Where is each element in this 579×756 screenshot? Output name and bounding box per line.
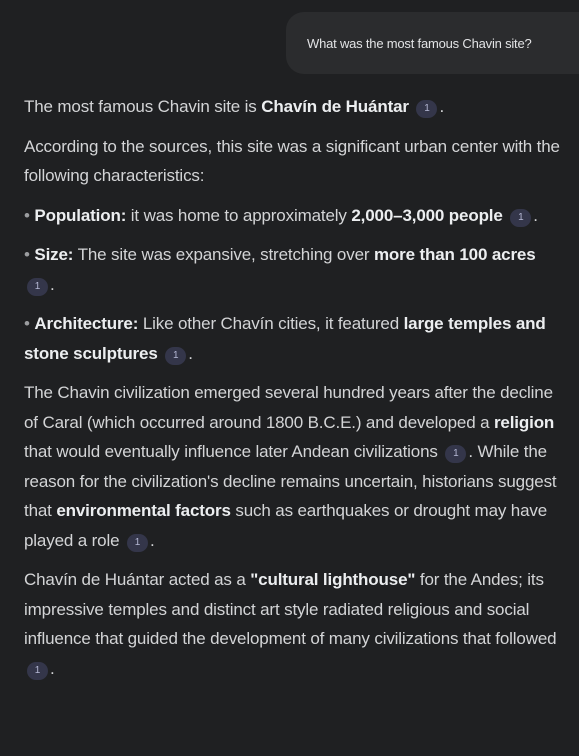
text-run: for the Andes; its impressive temples and distinct art style radiated religious and social influence that guided the development of many civilizations that followed <box>24 570 557 648</box>
response-paragraph-4 <box>24 565 560 683</box>
text-run: The site was expansive, stretching over <box>73 245 374 264</box>
text-run: The Chavin civilization emerged several hundred years after the decline of Caral (which occurred around 1800 B.C.E.) and developed a <box>24 383 553 432</box>
bold-text: Size: <box>34 245 74 264</box>
response-paragraph-3 <box>24 378 560 555</box>
response-paragraph-1 <box>24 92 560 122</box>
bold-text: religion <box>493 412 555 432</box>
text-run: Like other Chavín cities, it featured <box>138 314 404 333</box>
text-run: . While the reason for the civilization's decline remains uncertain, historians suggest that <box>24 442 557 520</box>
text-run: . <box>188 343 193 363</box>
response-paragraph-2 <box>24 132 560 191</box>
bold-text: 2,000–3,000 people <box>351 205 503 225</box>
bold-text: Chavín de Huántar <box>261 97 409 116</box>
assistant-response <box>24 92 560 693</box>
citation-chip[interactable]: 1 <box>416 100 437 118</box>
citation-chip[interactable]: 1 <box>165 347 186 365</box>
text-run: According to the sources, this site was a significant urban center with the following characteristics: <box>24 136 560 185</box>
bold-text: large temples and stone sculptures <box>24 314 546 363</box>
bold-text: Architecture: <box>34 314 139 333</box>
user-message-text: What was the most famous Chavin site? <box>307 35 532 51</box>
bullet-dot: • <box>24 205 30 225</box>
bold-text: Population: <box>34 205 127 225</box>
text-run: . <box>50 274 55 294</box>
citation-chip[interactable]: 1 <box>445 445 466 463</box>
text-run: . <box>149 530 155 550</box>
bullet-dot: • <box>24 314 30 333</box>
bold-text: environmental factors <box>56 501 231 520</box>
text-run: Chavín de Huántar acted as a <box>24 570 251 589</box>
citation-chip[interactable]: 1 <box>27 662 48 680</box>
text-run: . <box>50 658 55 678</box>
bullet-dot: • <box>24 245 30 264</box>
text-run: such as earthquakes or drought may have played a role <box>24 501 548 550</box>
text-run: . <box>439 97 445 116</box>
user-message-bubble <box>286 12 579 74</box>
text-run: it was home to approximately <box>126 205 352 225</box>
bold-text: "cultural lighthouse" <box>250 570 416 589</box>
bullet-size <box>24 240 560 299</box>
bullet-architecture <box>24 309 560 368</box>
citation-chip[interactable]: 1 <box>127 534 148 552</box>
bold-text: more than 100 acres <box>373 245 536 264</box>
text-run: that would eventually influence later Andean civilizations <box>24 442 443 461</box>
citation-chip[interactable]: 1 <box>510 209 531 227</box>
bullet-population <box>24 201 560 231</box>
text-run: The most famous Chavin site is <box>24 97 262 116</box>
text-run: . <box>533 205 538 225</box>
citation-chip[interactable]: 1 <box>27 278 48 296</box>
